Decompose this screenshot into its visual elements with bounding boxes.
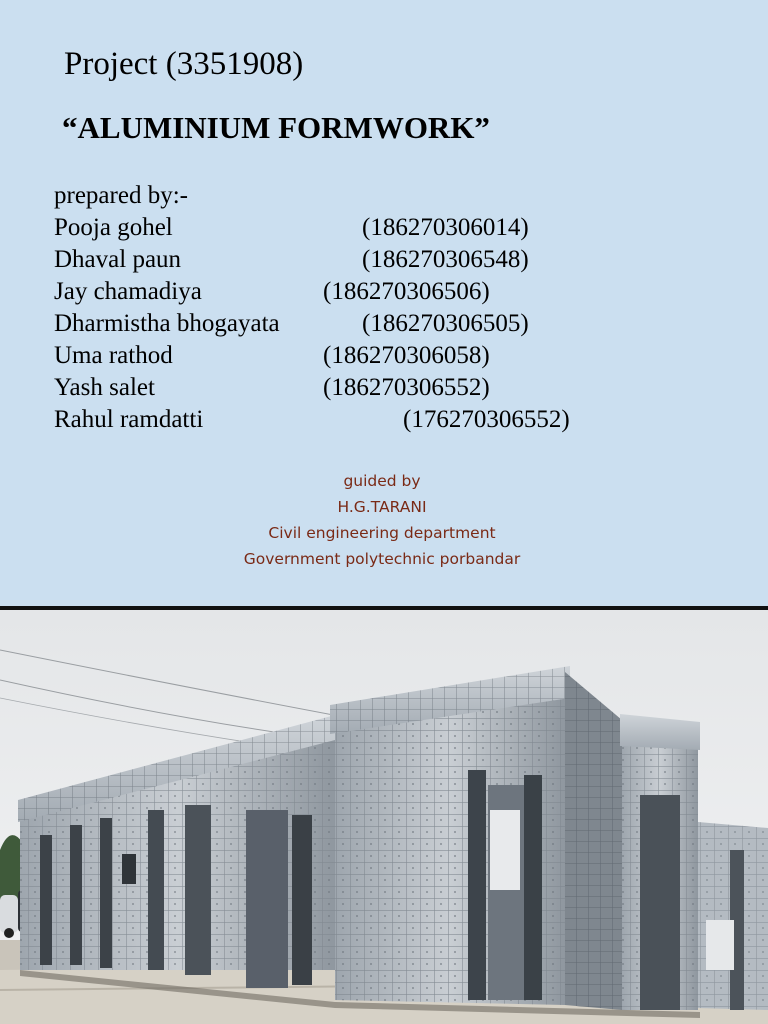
member-id: (176270306552): [403, 406, 570, 433]
institute-name: Government polytechnic porbandar: [243, 550, 521, 568]
member-id: (186270306058): [323, 342, 490, 369]
guide-block: [0, 468, 764, 572]
member-id: (186270306506): [323, 278, 490, 305]
member-id: (186270306014): [362, 214, 529, 241]
member-id: (186270306548): [362, 246, 529, 273]
prepared-by-label: prepared by:-: [54, 182, 188, 209]
department-name: Civil engineering department: [268, 524, 496, 542]
project-subtitle: “ALUMINIUM FORMWORK”: [62, 110, 490, 145]
project-title: Project (3351908): [64, 46, 304, 82]
guide-name: H.G.TARANI: [337, 498, 427, 516]
member-id: (186270306505): [362, 310, 529, 337]
member-name: Dhaval paun: [54, 246, 182, 273]
member-name: Pooja gohel: [54, 214, 173, 241]
formwork-photo: [0, 610, 768, 1024]
guided-by-label: guided by: [343, 472, 421, 490]
member-name: Yash salet: [54, 374, 155, 401]
member-name: Jay chamadiya: [54, 278, 202, 305]
member-name: Uma rathod: [54, 342, 173, 369]
member-id: (186270306552): [323, 374, 490, 401]
member-name: Dharmistha bhogayata: [54, 310, 280, 337]
member-name: Rahul ramdatti: [54, 406, 204, 433]
